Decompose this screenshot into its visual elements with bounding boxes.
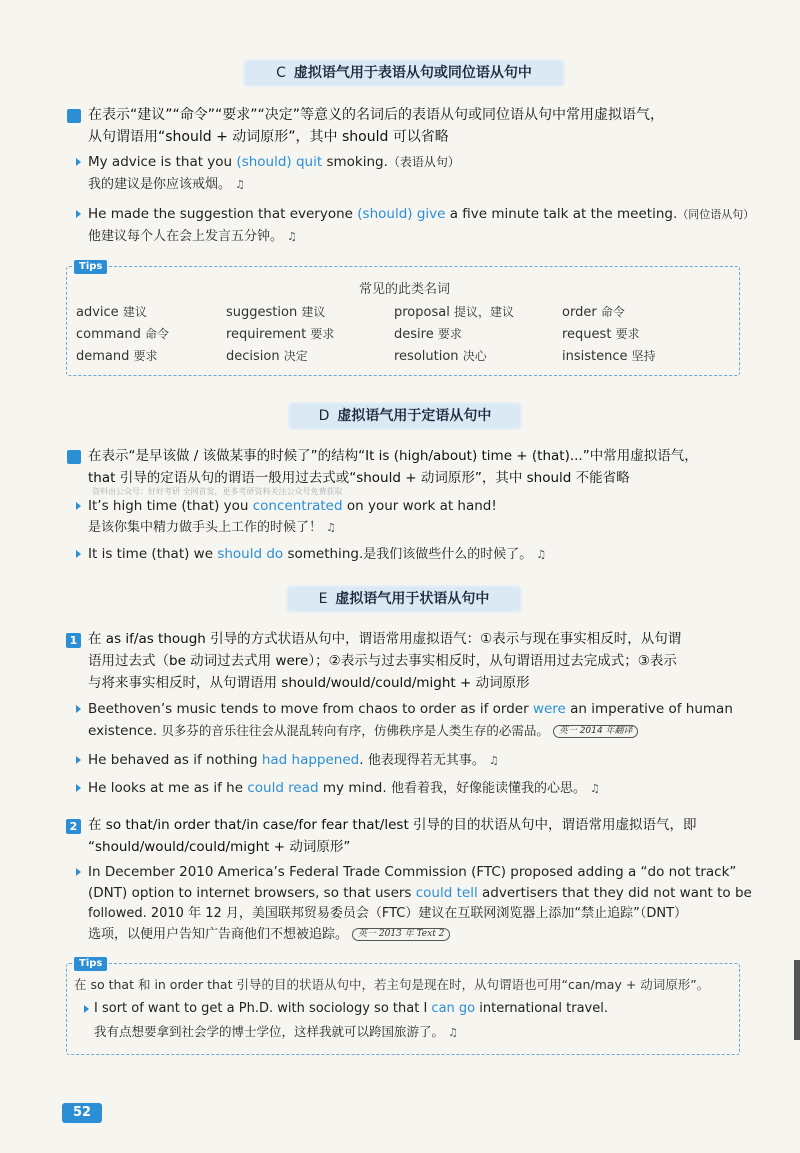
audio-icon: ♫: [488, 754, 499, 767]
example-text: It’s high time (that) you: [88, 498, 253, 514]
rule-e2-line2: “should/would/could/might + 动词原形”: [88, 839, 351, 855]
noun-zh: 要求: [133, 349, 158, 363]
example-text: something.: [283, 546, 364, 562]
noun-en: request: [562, 327, 612, 342]
audio-icon: ♫: [287, 230, 297, 243]
rule-e1-line2: 语用过去式（be 动词过去式用 were）；②表示与过去事实相反时，从句谓语用过去完成式；③表示: [88, 653, 677, 669]
noun-cell: [394, 347, 487, 366]
example-text: a five minute talk at the meeting.: [445, 206, 678, 222]
noun-cell: [76, 303, 147, 322]
noun-en: command: [76, 327, 141, 342]
rule-marker-c: [67, 109, 81, 123]
example-c2-en: [88, 204, 778, 225]
example-d2-en: [88, 544, 546, 565]
noun-zh: 要求: [310, 327, 335, 341]
noun-cell: [562, 347, 656, 366]
translation-text: 选项，以便用户告知广告商他们不想被追踪。: [88, 927, 349, 942]
rule-c-line2: 从句谓语用“should + 动词原形”，其中 should 可以省略: [88, 129, 449, 145]
example-text: order: [488, 701, 533, 717]
example-text: (DNT) option to internet browsers, so that users: [88, 885, 416, 901]
example-text: my mind.: [318, 780, 387, 796]
rule-e1-line3: 与将来事实相反时，从句谓语用 should/would/could/might + 动词原形: [88, 675, 530, 691]
example-text: He looks at me: [88, 780, 194, 796]
audio-icon: ♫: [448, 1026, 458, 1039]
example-text: I: [419, 1001, 432, 1016]
noun-zh: 坚持: [631, 349, 656, 363]
rule-e2-line1: 在 so that/in order that/in case/for fear that/lest 引导的目的状语从句中，谓语常用虚拟语气，即: [88, 817, 697, 833]
noun-en: requirement: [226, 327, 307, 342]
rule-e1-line1: 在 as if/as though 引导的方式状语从句中，谓语常用虚拟语气：①表示与现在事实相反时，从句谓: [88, 631, 682, 647]
rule-d-line2: that 引导的定语从句的谓语一般用过去式或“should + 动词原形”，其中 should 不能省略: [88, 470, 630, 486]
section-e-title: 虚拟语气用于状语从句中: [335, 591, 490, 607]
example-bullet: [76, 210, 81, 218]
tips-tag: Tips: [74, 957, 107, 971]
noun-zh: 决定: [283, 349, 308, 363]
translation-text: 是该你集中精力做手头上工作的时候了！: [88, 520, 323, 535]
example-text: nothing: [201, 752, 262, 768]
audio-icon: ♫: [536, 548, 547, 561]
noun-zh: 建议: [301, 305, 326, 319]
tips-tag: Tips: [74, 260, 107, 274]
example-e3: [88, 778, 600, 799]
translation-text: 他表现得若无其事。: [367, 753, 485, 768]
example-bullet: [76, 705, 81, 713]
point-number-2: 2: [66, 819, 81, 834]
noun-zh: 决心: [462, 349, 487, 363]
example-bullet: [76, 868, 81, 876]
noun-en: advice: [76, 305, 119, 320]
example-text: It is time (that) we: [88, 546, 218, 562]
section-c-title: 虚拟语气用于表语从句或同位语从句中: [293, 65, 532, 81]
example-bullet: [76, 502, 81, 510]
page-edge: [794, 960, 800, 1040]
source-badge: 英一 2013 年 Text 2: [352, 928, 450, 941]
noun-cell: [394, 325, 462, 344]
example-e1-line1: [88, 699, 788, 719]
example-text: smoking.: [322, 154, 388, 170]
source-badge: 英一 2014 年翻译: [553, 725, 639, 738]
example-bullet: [76, 550, 81, 558]
tips-example-zh: [94, 1022, 458, 1043]
noun-en: suggestion: [226, 305, 298, 320]
example-text: My advice is that you: [88, 154, 237, 170]
noun-cell: [394, 303, 514, 322]
noun-zh: 建议: [122, 305, 147, 319]
example-bullet: [84, 1005, 89, 1013]
translation-text: 他看着我，好像能读懂我的心思。: [390, 781, 586, 796]
noun-cell: [76, 347, 158, 366]
example-text: international travel.: [475, 1001, 608, 1016]
noun-cell: [76, 325, 169, 344]
example-text: on your work at hand!: [342, 498, 497, 514]
example-text: I sort of want to get a Ph.D. with sociology: [94, 1001, 375, 1016]
example-note: （表语从句）: [387, 155, 460, 169]
noun-en: proposal: [394, 305, 450, 320]
example-d1-zh: [88, 518, 336, 538]
example-highlight: (should) give: [357, 206, 446, 222]
noun-en: resolution: [394, 349, 459, 364]
translation-text: 他建议每个人在会上发言五分钟。: [88, 229, 284, 244]
example-highlight: could read: [247, 780, 319, 796]
example-highlight: should do: [217, 546, 284, 562]
noun-zh: 命令: [600, 305, 625, 319]
example-e4-line1: In December 2010 America’s Federal Trade Commission (FTC) proposed adding a “do not track”: [88, 864, 737, 880]
rule-d-line1: 在表示“是早该做 / 该做某事的时候了”的结构“It is (high/about) time + (that)...”中常用虚拟语气，: [88, 448, 698, 464]
noun-zh: 要求: [437, 327, 462, 341]
section-d-letter: D: [318, 408, 330, 424]
example-text: existence.: [88, 723, 158, 739]
example-note: （同位语从句）: [677, 208, 755, 221]
example-e4-line2: [88, 883, 752, 903]
example-highlight: could tell: [415, 885, 478, 901]
example-c2-zh: [88, 227, 297, 247]
example-text: as if: [173, 752, 202, 768]
rule-marker-d: [67, 450, 81, 464]
noun-en: desire: [394, 327, 434, 342]
example-text: he: [221, 780, 248, 796]
example-text: .: [359, 752, 364, 768]
point-number-1: 1: [66, 633, 81, 648]
page-number: 52: [62, 1103, 102, 1123]
section-e-letter: E: [318, 591, 328, 607]
example-text: advertisers that they did not want to be: [477, 885, 752, 901]
noun-zh: 要求: [615, 327, 640, 341]
section-c-letter: C: [276, 65, 286, 81]
example-text: He made the suggestion that everyone: [88, 206, 358, 222]
noun-cell: [226, 303, 325, 322]
example-c1-zh: [88, 175, 245, 195]
example-highlight: (should) quit: [236, 154, 323, 170]
noun-cell: [226, 325, 334, 344]
example-text: He behaved: [88, 752, 174, 768]
noun-zh: 提议，建议: [453, 305, 514, 319]
example-highlight: can go: [431, 1001, 476, 1016]
tips-example-en: [94, 999, 608, 1019]
noun-cell: [226, 347, 308, 366]
example-d1-en: [88, 496, 497, 516]
example-e2: [88, 750, 499, 771]
tips-rule: 在 so that 和 in order that 引导的目的状语从句中，若主句是现在时，从句谓语也可用“can/may + 动词原形”。: [74, 977, 710, 992]
section-c-banner: [245, 61, 563, 85]
section-e-banner: [288, 587, 520, 611]
example-bullet: [76, 784, 81, 792]
example-c1-en: [88, 152, 460, 172]
audio-icon: ♫: [589, 782, 600, 795]
example-bullet: [76, 756, 81, 764]
section-d-banner: [290, 404, 520, 428]
audio-icon: ♫: [235, 178, 245, 191]
noun-cell: [562, 325, 640, 344]
rule-c-line1: 在表示“建议”“命令”“要求”“决定”等意义的名词后的表语从句或同位语从句中常用虚拟语气，: [88, 107, 665, 123]
translation-text: 是我们该做些什么的时候了。: [363, 547, 533, 562]
example-bullet: [76, 158, 81, 166]
noun-en: order: [562, 305, 597, 320]
watermark: 资料由公众号：好好考研 全网首发，更多考研资料关注公众号免费获取: [92, 487, 343, 496]
example-text: an imperative of human: [565, 701, 733, 717]
translation-text: 贝多芬的音乐往往会从混乱转向有序，仿佛秩序是人类生存的必需品。: [161, 723, 549, 738]
noun-zh: 命令: [145, 327, 170, 341]
audio-icon: ♫: [326, 521, 336, 534]
translation-text: 我有点想要拿到社会学的博士学位，这样我就可以跨国旅游了。: [94, 1024, 445, 1039]
example-text: so that: [374, 1001, 420, 1016]
example-text: as if: [460, 701, 489, 717]
noun-en: decision: [226, 349, 280, 364]
example-highlight: were: [532, 701, 566, 717]
example-text: as if: [193, 780, 222, 796]
example-e4-line4: [88, 925, 450, 945]
translation-text: 我的建议是你应该戒烟。: [88, 177, 232, 192]
noun-en: demand: [76, 349, 130, 364]
example-highlight: concentrated: [252, 498, 343, 514]
example-e1-line2: [88, 721, 638, 741]
example-e4-line3: followed. 2010 年 12 月，美国联邦贸易委员会（FTC）建议在互联网浏览器上添加“禁止追踪”（DNT）: [88, 906, 688, 921]
noun-cell: [562, 303, 625, 322]
section-d-title: 虚拟语气用于定语从句中: [337, 408, 492, 424]
noun-en: insistence: [562, 349, 628, 364]
tips-heading: 常见的此类名词: [359, 282, 451, 297]
example-text: Beethoven’s music tends to move from chaos to order: [88, 701, 461, 717]
example-highlight: had happened: [261, 752, 360, 768]
